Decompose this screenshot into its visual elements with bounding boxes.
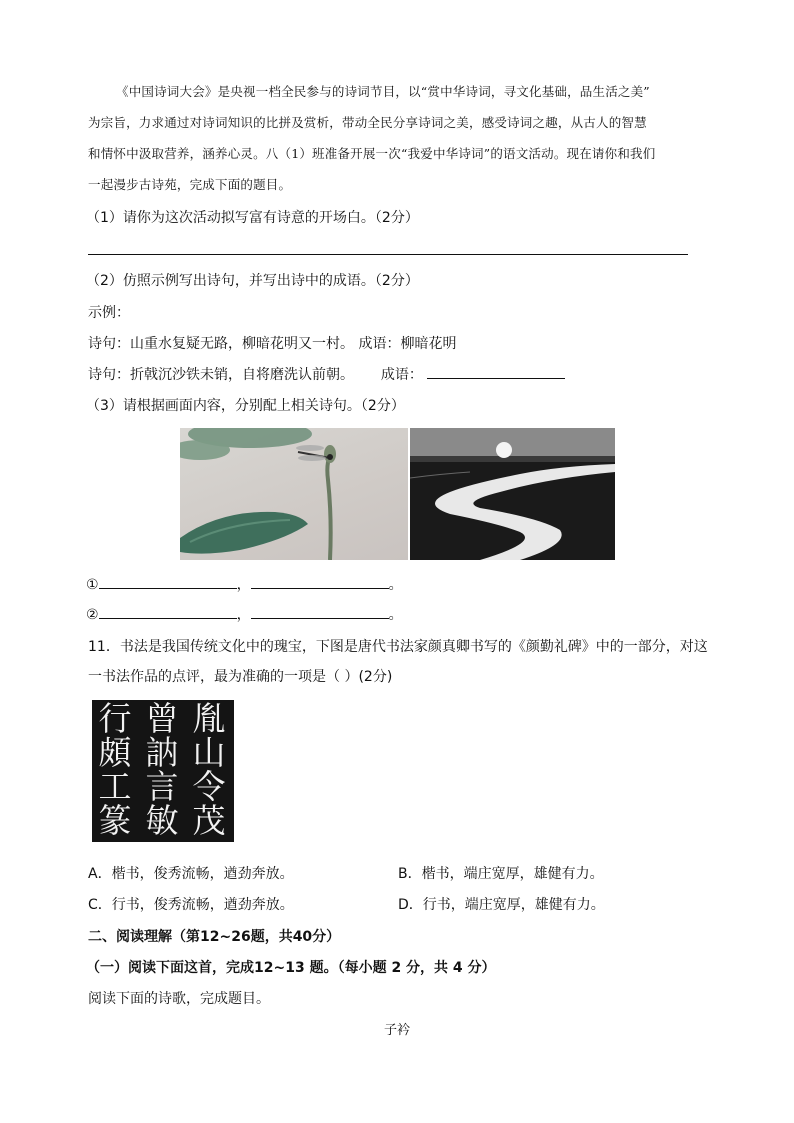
river-sunset-image bbox=[410, 428, 615, 560]
answer-blank-2b[interactable] bbox=[251, 604, 389, 619]
poem-title: 子衿 bbox=[383, 1023, 410, 1038]
option-d[interactable]: D．行书，端庄宽厚，雄健有力。 bbox=[398, 897, 605, 913]
idiom-answer-blank[interactable] bbox=[427, 364, 565, 379]
question-3-prompt: （3）请根据画面内容，分别配上相关诗句。（2分） bbox=[86, 398, 405, 414]
answer-comma-2: ， bbox=[236, 607, 251, 623]
answer-period-2: 。 bbox=[388, 607, 403, 623]
calligraphy-char: 言 bbox=[145, 767, 179, 806]
option-c[interactable]: C．行书，俊秀流畅，遒劲奔放。 bbox=[88, 897, 294, 913]
intro-line-2: 为宗旨，力求通过对诗词知识的比拼及赏析，带动全民分享诗词之美，感受诗词之趣，从古人的智慧 bbox=[88, 115, 647, 130]
lotus-dragonfly-image bbox=[180, 428, 408, 560]
calligraphy-char: 胤 bbox=[192, 699, 226, 738]
intro-line-1: 《中国诗词大会》是央视一档全民参与的诗词节目，以“赏中华诗词，寻文化基础，品生活之美” bbox=[116, 84, 650, 99]
question-1-answer-line[interactable] bbox=[88, 254, 688, 255]
section-2-heading: 二、阅读理解（第12~26题，共40分） bbox=[88, 929, 341, 945]
calligraphy-char: 訥 bbox=[145, 733, 179, 772]
calligraphy-char: 頗 bbox=[98, 733, 132, 772]
answer-marker-1: ① bbox=[86, 577, 99, 593]
option-b[interactable]: B．楷书，端庄宽厚，雄健有力。 bbox=[398, 866, 604, 882]
question-1-prompt: （1）请你为这次活动拟写富有诗意的开场白。（2分） bbox=[86, 210, 419, 226]
answer-marker-2: ② bbox=[86, 607, 99, 623]
calligraphy-char: 茂 bbox=[192, 801, 226, 840]
intro-paragraph bbox=[88, 76, 708, 200]
calligraphy-char: 曾 bbox=[145, 699, 179, 738]
calligraphy-image bbox=[92, 700, 234, 842]
section-2-instruction: 阅读下面的诗歌，完成题目。 bbox=[88, 991, 270, 1007]
question-11-line-2: 一书法作品的点评，最为准确的一项是（ ）(2分) bbox=[88, 669, 393, 685]
intro-line-4: 一起漫步古诗苑，完成下面的题目。 bbox=[88, 177, 292, 192]
lotus-dragonfly-illustration bbox=[180, 428, 408, 560]
river-sunset-illustration bbox=[410, 428, 615, 560]
calligraphy-char: 敏 bbox=[145, 801, 179, 840]
calligraphy-char: 行 bbox=[98, 699, 132, 738]
answer-blank-1a[interactable] bbox=[99, 574, 237, 589]
task-poem: 诗句：折戟沉沙铁未销，自将磨洗认前朝。 bbox=[88, 367, 354, 383]
question-11-line-1: 11．书法是我国传统文化中的瑰宝，下图是唐代书法家颜真卿书写的《颜勤礼碑》中的一部分，对这 bbox=[88, 639, 708, 655]
calligraphy-char: 山 bbox=[192, 733, 226, 772]
example-label: 示例： bbox=[88, 305, 130, 321]
example-line: 诗句：山重水复疑无路，柳暗花明又一村。 成语：柳暗花明 bbox=[88, 336, 457, 352]
answer-blank-1b[interactable] bbox=[251, 574, 389, 589]
answer-comma-1: ， bbox=[236, 577, 251, 593]
answer-blank-2a[interactable] bbox=[99, 604, 237, 619]
answer-row-1 bbox=[86, 574, 403, 594]
task-idiom-label: 成语： bbox=[380, 367, 423, 383]
calligraphy-char: 篆 bbox=[98, 801, 132, 840]
option-a[interactable]: A．楷书，俊秀流畅，遒劲奔放。 bbox=[88, 866, 294, 882]
answer-row-2 bbox=[86, 604, 403, 624]
calligraphy-char: 令 bbox=[192, 767, 226, 806]
task-poem-line bbox=[88, 364, 565, 384]
answer-period-1: 。 bbox=[388, 577, 403, 593]
calligraphy-char: 工 bbox=[98, 767, 132, 806]
section-2-subheading: （一）阅读下面这首，完成12~13 题。（每小题 2 分，共 4 分） bbox=[86, 960, 496, 976]
intro-line-3: 和情怀中汲取营养，涵养心灵。八（1）班准备开展一次“我爱中华诗词”的语文活动。现在请你和我们 bbox=[88, 146, 656, 161]
question-2-prompt: （2）仿照示例写出诗句，并写出诗中的成语。（2分） bbox=[86, 273, 419, 289]
